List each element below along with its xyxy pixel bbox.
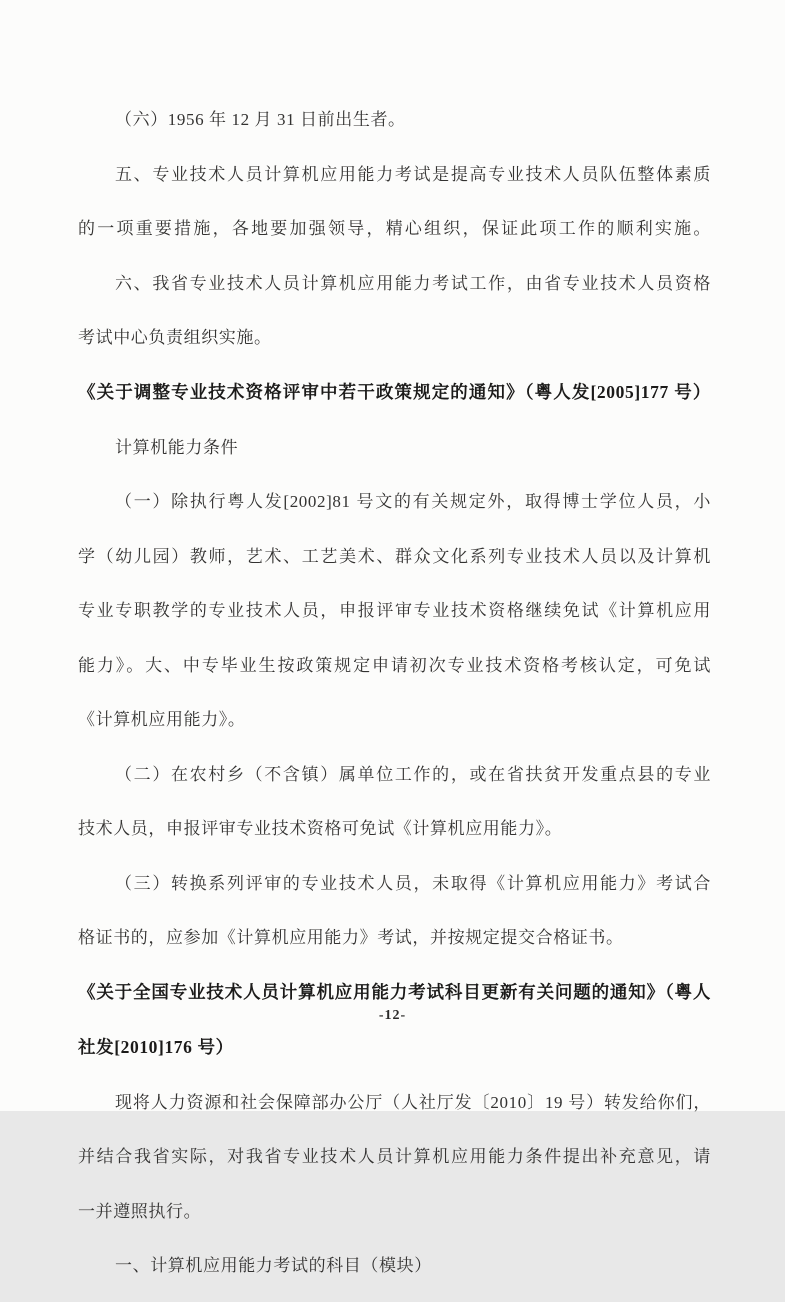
paragraph-line: 五、专业技术人员计算机应用能力考试是提高专业技术人员队伍整体素质 [115, 164, 711, 184]
paragraph-line: 考试中心负责组织实施。 [78, 328, 272, 347]
paragraph-line: 现将人力资源和社会保障部办公厅（人社厅发〔2010〕19 号）转发给你们， [115, 1092, 711, 1112]
paragraph-line: 并结合我省实际，对我省专业技术人员计算机应用能力条件提出补充意见，请 [78, 1147, 711, 1166]
paragraph-line: 《计算机应用能力》。 [78, 710, 246, 729]
paragraph-line: 一、计算机应用能力考试的科目（模块） [115, 1256, 432, 1275]
paragraph-line: 格证书的，应参加《计算机应用能力》考试，并按规定提交合格证书。 [78, 928, 624, 947]
page-number: -12- [378, 1008, 407, 1023]
section-heading: 《关于全国专业技术人员计算机应用能力考试科目更新有关问题的通知》（粤人 [78, 981, 711, 1002]
paragraph-line: 技术人员，申报评审专业技术资格可免试《计算机应用能力》。 [78, 819, 563, 838]
paragraph-line: （六）1956 年 12 月 31 日前出生者。 [115, 110, 406, 129]
paragraph-line: 专业专职教学的专业技术人员，申报评审专业技术资格继续免试《计算机应用 [78, 601, 711, 620]
document-content [78, 84, 711, 1302]
paragraph-line: （一）除执行粤人发[2002]81 号文的有关规定外，取得博士学位人员，小 [115, 492, 711, 511]
paragraph-line: 学（幼儿园）教师，艺术、工艺美术、群众文化系列专业技术人员以及计算机 [78, 546, 711, 566]
paragraph-line: 一并遵照执行。 [78, 1201, 202, 1221]
section-heading: 《关于调整专业技术资格评审中若干政策规定的通知》（粤人发[2005]177 号） [78, 381, 711, 402]
paragraph-line: 能力》。大、中专毕业生按政策规定申请初次专业技术资格考核认定，可免试 [78, 655, 711, 675]
paragraph-line: 的一项重要措施，各地要加强领导，精心组织，保证此项工作的顺利实施。 [78, 219, 711, 238]
paragraph-line: （二）在农村乡（不含镇）属单位工作的，或在省扶贫开发重点县的专业 [115, 764, 711, 784]
section-heading: 社发[2010]176 号） [78, 1036, 234, 1057]
paragraph-line: 计算机能力条件 [115, 437, 239, 457]
paragraph-line: （三）转换系列评审的专业技术人员，未取得《计算机应用能力》考试合 [115, 873, 711, 893]
paragraph-line: 六、我省专业技术人员计算机应用能力考试工作，由省专业技术人员资格 [115, 273, 711, 293]
